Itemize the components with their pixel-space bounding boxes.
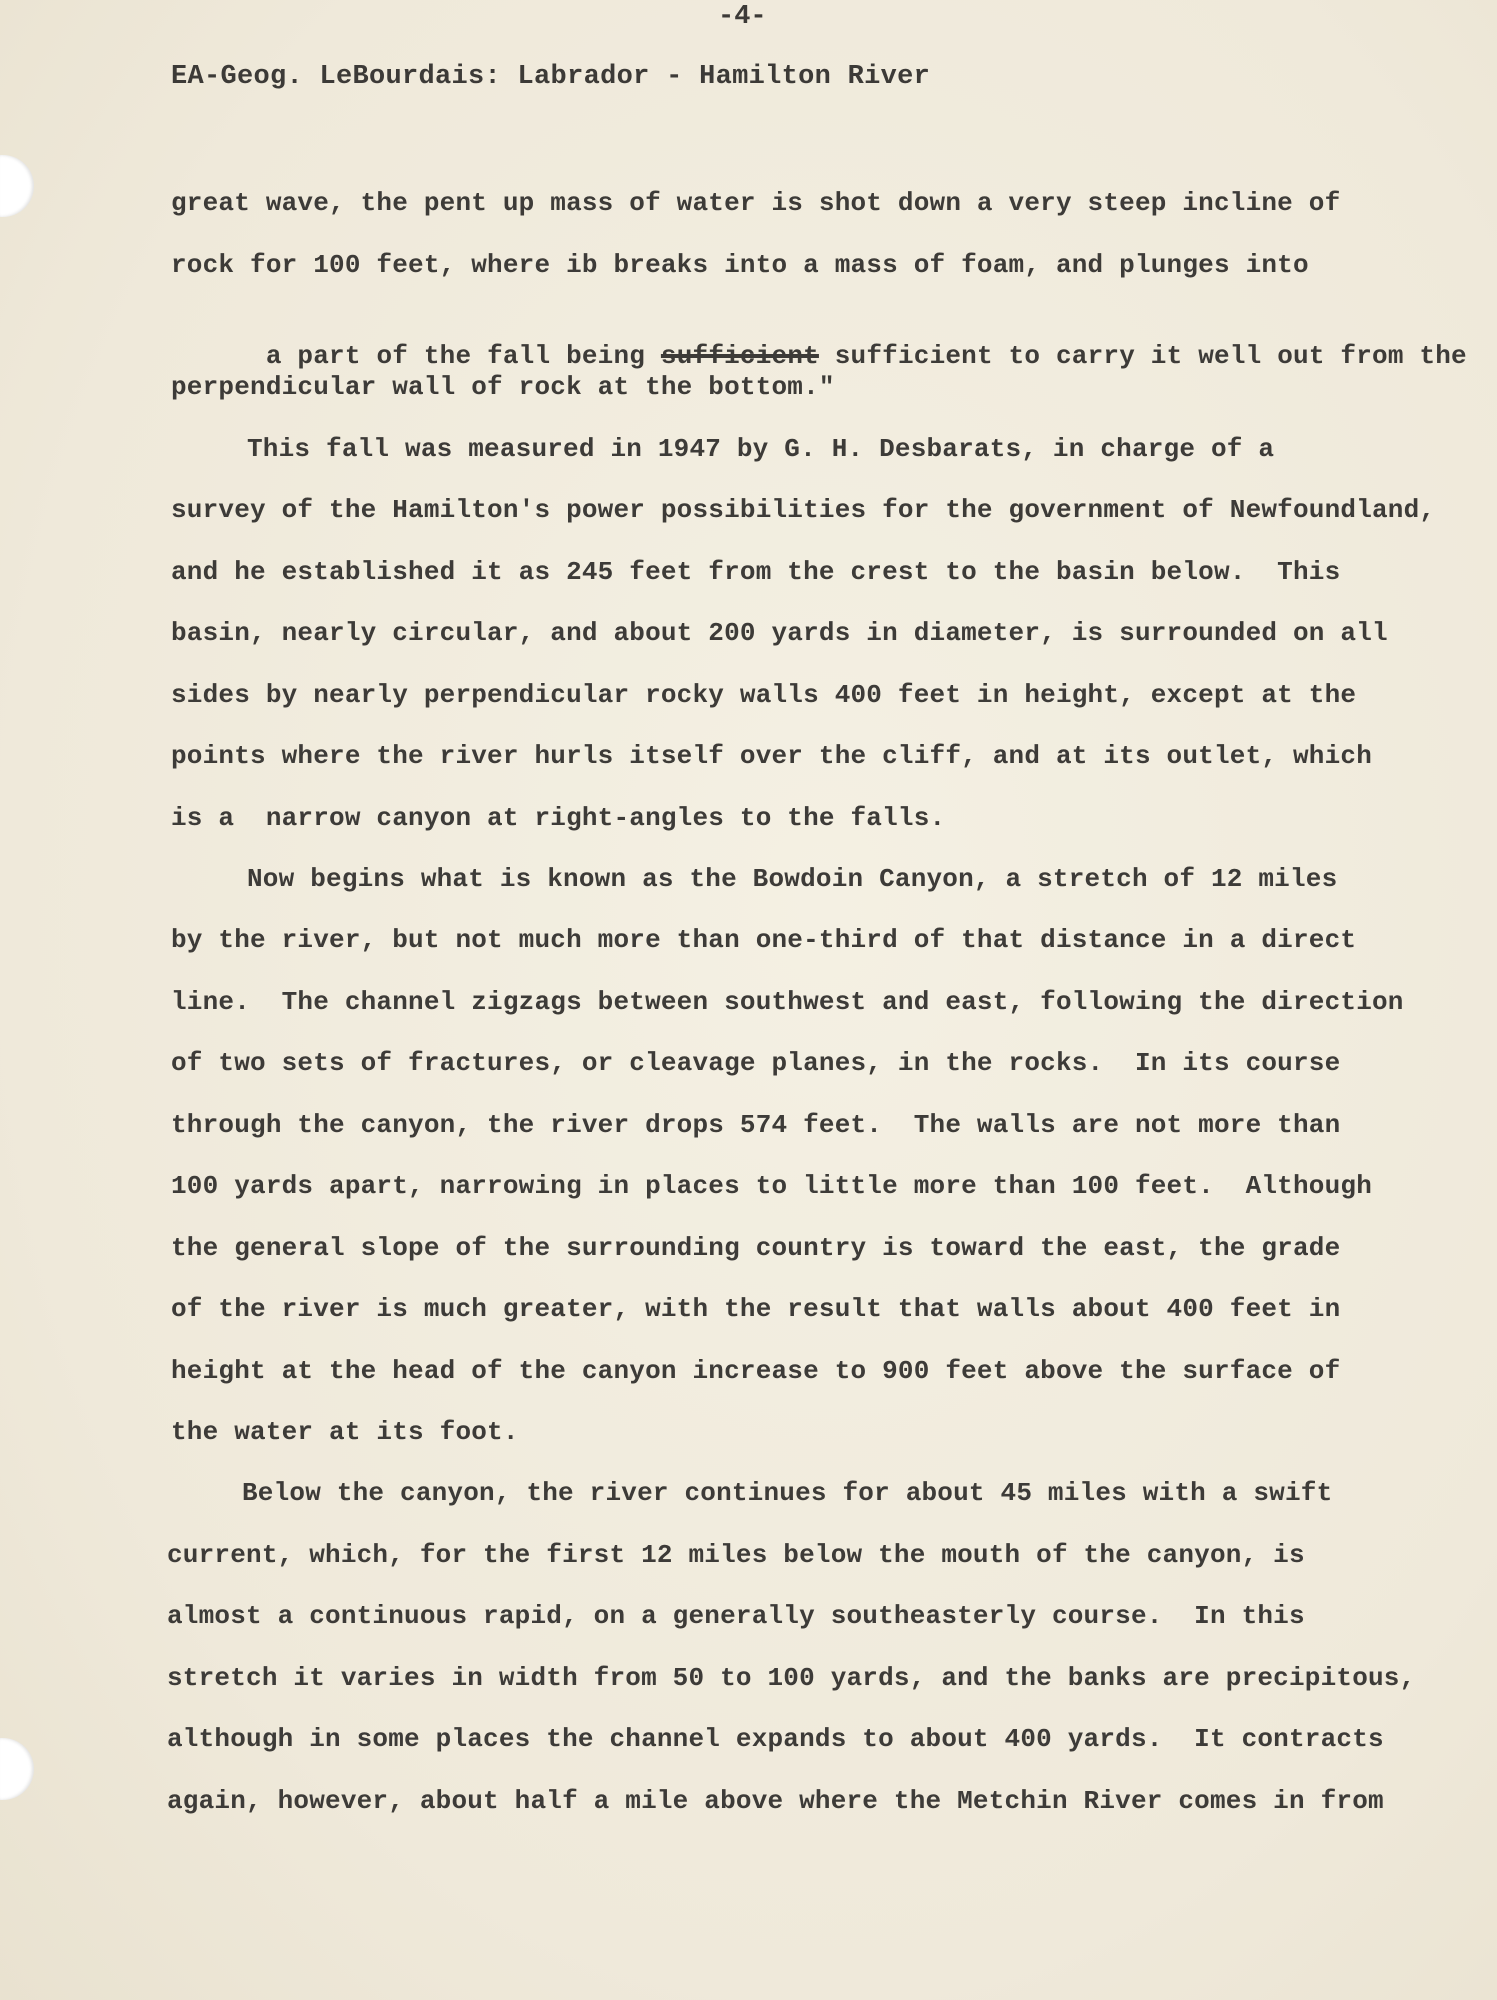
text-fragment: sufficient to carry it well out from the — [834, 341, 1467, 371]
page-number: -4- — [718, 2, 767, 32]
text-line: perpendicular wall of rock at the bottom." — [171, 372, 835, 402]
text-line: line. The channel zigzags between southwest and east, following the direction — [171, 987, 1404, 1017]
text-line: by the river, but not much more than one-third of that distance in a direct — [171, 925, 1357, 955]
text-fragment: a part of the fall being — [265, 341, 646, 371]
text-line: great wave, the pent up mass of water is shot down a very steep incline of — [171, 188, 1341, 218]
paragraph-start: Now begins what is known as the Bowdoin Canyon, a stretch of 12 miles — [247, 864, 1338, 894]
text-line: and he established it as 245 feet from the crest to the basin below. This — [171, 557, 1341, 587]
text-line: height at the head of the canyon increase to 900 feet above the surface of — [171, 1356, 1341, 1386]
text-line: points where the river hurls itself over the cliff, and at its outlet, which — [171, 741, 1372, 771]
struck-word: sufficient — [660, 341, 819, 371]
text-line: of two sets of fractures, or cleavage planes, in the rocks. In its course — [171, 1048, 1341, 1078]
text-line: current, which, for the first 12 miles below the mouth of the canyon, is — [167, 1540, 1305, 1570]
text-line: again, however, about half a mile above where the Metchin River comes in from — [167, 1786, 1384, 1816]
text-line: basin, nearly circular, and about 200 yards in diameter, is surrounded on all — [171, 618, 1388, 648]
text-line: is a narrow canyon at right-angles to the falls. — [171, 803, 946, 833]
paragraph-start: Below the canyon, the river continues for about 45 miles with a swift — [242, 1478, 1333, 1508]
text-line: of the river is much greater, with the result that walls about 400 feet in — [171, 1294, 1341, 1324]
text-line: rock for 100 feet, where ib breaks into a mass of foam, and plunges into — [171, 250, 1309, 280]
punch-hole-top — [0, 155, 34, 217]
text-line: although in some places the channel expands to about 400 yards. It contracts — [167, 1724, 1384, 1754]
text-line: the general slope of the surrounding country is toward the east, the grade — [171, 1233, 1341, 1263]
text-line: sides by nearly perpendicular rocky walls 400 feet in height, except at the — [171, 680, 1357, 710]
text-line: 100 yards apart, narrowing in places to little more than 100 feet. Although — [171, 1171, 1372, 1201]
punch-hole-bottom — [0, 1738, 34, 1800]
document-header: EA-Geog. LeBourdais: Labrador - Hamilton River — [171, 62, 931, 92]
text-line: the water at its foot. — [171, 1417, 519, 1447]
text-line: survey of the Hamilton's power possibilities for the government of Newfoundland, — [171, 495, 1436, 525]
paragraph-start: This fall was measured in 1947 by G. H. Desbarats, in charge of a — [247, 434, 1275, 464]
text-line: through the canyon, the river drops 574 feet. The walls are not more than — [171, 1110, 1341, 1140]
text-line: stretch it varies in width from 50 to 100 yards, and the banks are precipitous, — [167, 1663, 1416, 1693]
text-line: almost a continuous rapid, on a generally southeasterly course. In this — [167, 1601, 1305, 1631]
